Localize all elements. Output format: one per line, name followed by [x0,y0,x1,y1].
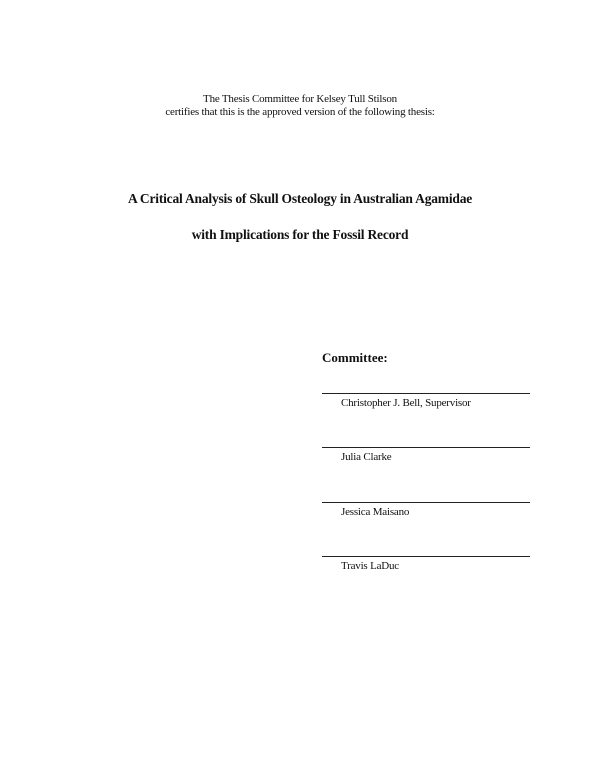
committee-member-4: Travis LaDuc [341,560,399,572]
thesis-title-line-2: with Implications for the Fossil Record [191,227,409,242]
committee-statement-line-1: The Thesis Committee for Kelsey Tull Stilson [203,93,397,105]
committee-heading: Committee: [322,350,388,365]
signature-line-2 [322,447,530,448]
committee-member-1: Christopher J. Bell, Supervisor [341,397,471,409]
committee-member-2: Julia Clarke [341,451,392,463]
committee-statement-line-2: certifies that this is the approved version of the following thesis: [165,106,435,118]
committee-member-3: Jessica Maisano [341,506,410,518]
signature-line-4 [322,556,530,557]
signature-line-1 [322,393,530,394]
thesis-title-line-1: A Critical Analysis of Skull Osteology in Australian Agamidae [127,191,473,206]
signature-line-3 [322,502,530,503]
